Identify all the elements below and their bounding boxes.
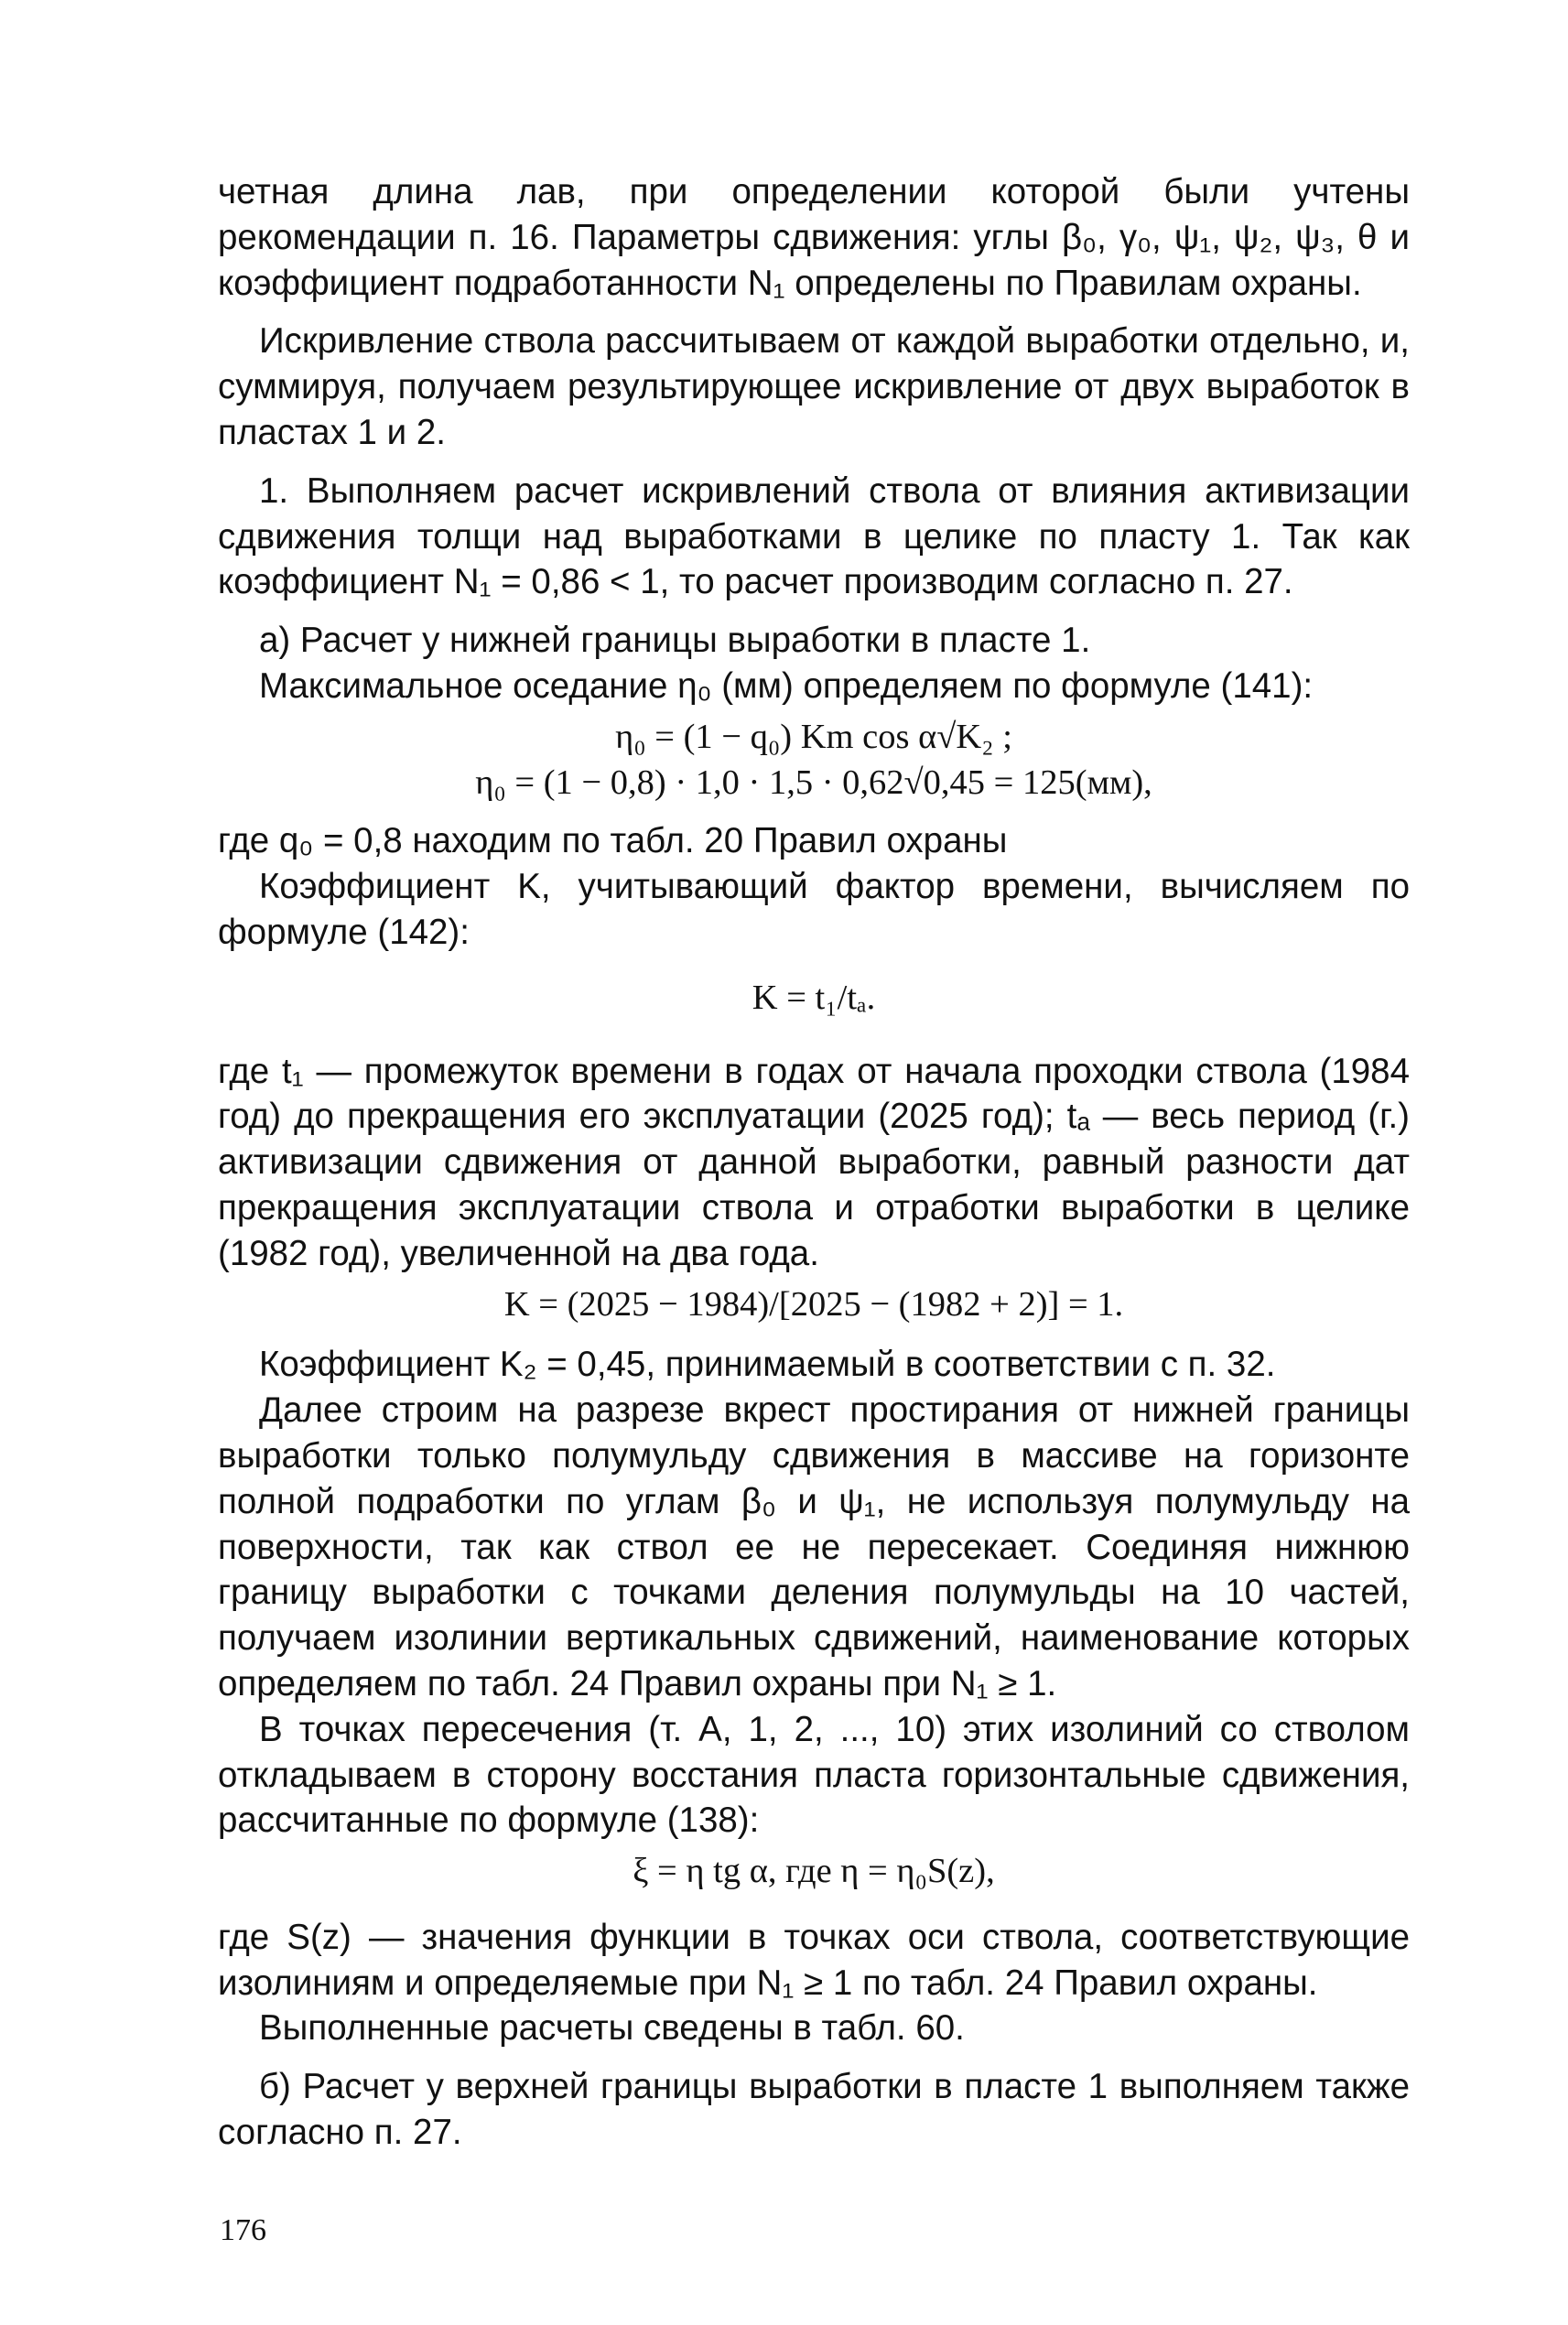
equation-141-values: η₀ = (1 − 0,8) · 1,0 · 1,5 · 0,62√0,45 = 125(мм), xyxy=(475,762,1152,802)
equation-138: ξ = η tg α, где η = η₀S(z), xyxy=(633,1852,995,1891)
paragraph-curvature: Искривление ствола рассчитываем от каждой выработки отдельно, и, суммируя, получаем результирующее искривление от двух выработок в пластах 1 и 2. xyxy=(218,321,1410,452)
paragraph-step-1: 1. Выполняем расчет искривлений ствола от влияния активизации сдвижения толщи над выработками в целике по пласту 1. Так как коэффициент N₁ = 0,86 < 1, то расчет производим согласно п. 27. xyxy=(218,470,1410,602)
paragraph-lower-boundary: а) Расчет у нижней границы выработки в пласте 1. xyxy=(259,621,1091,661)
text-column xyxy=(218,169,1410,2156)
paragraph-time-definitions: где t₁ — промежуток времени в годах от начала проходки ствола (1984 год) до прекращения его эксплуатации (2025 год); tₐ — весь период (г.) активизации сдвижения от данной выработки, равный разности дат прекращения эксплуатации ствола и отработки выработки в целике (1982 год), увеличенной на два года. xyxy=(218,1051,1410,1273)
paragraph-parameters: четная длина лав, при определении которой были учтены рекомендации п. 16. Параметры сдвижения: углы β₀, γ₀, ψ₁, ψ₂, ψ₃, θ и коэффициент подработанности N₁ определены по Правилам охраны. xyxy=(218,172,1410,303)
paragraph-time-factor: Коэффициент K, учитывающий фактор времени, вычисляем по формуле (142): xyxy=(218,867,1410,952)
paragraph-max-subsidence: Максимальное оседание η₀ (мм) определяем по формуле (141): xyxy=(259,665,1314,706)
paragraph-intersection-points: В точках пересечения (т. А, 1, 2, ..., 10) этих изолиний со стволом откладываем в сторону восстания пласта горизонтальные сдвижения, рассчитанные по формуле (138): xyxy=(218,1709,1410,1841)
paragraph-k2: Коэффициент K₂ = 0,45, принимаемый в соответствии с п. 32. xyxy=(259,1345,1276,1385)
paragraph-upper-boundary: б) Расчет у верхней границы выработки в пласте 1 выполняем также согласно п. 27. xyxy=(218,2067,1410,2153)
paragraph-half-trough: Далее строим на разрезе вкрест простирания от нижней границы выработки только полумульду сдвижения в массиве на горизонте полной подработки по углам β₀ и ψ₁, не используя полумульду на поверхности, так как ствол ее не пересекает. Соединяя нижнюю границу выработки с точками деления полумульды на 10 частей, получаем изолинии вертикальных сдвижений, наименование которых определяем по табл. 24 Правил охраны при N₁ ≥ 1. xyxy=(218,1390,1410,1703)
equation-142: K = t₁/tₐ. xyxy=(752,978,876,1017)
paragraph-q0: где q₀ = 0,8 находим по табл. 20 Правил охраны xyxy=(218,821,1008,861)
page-number: 176 xyxy=(220,2213,266,2247)
paragraph-s-function: где S(z) — значения функции в точках оси ствола, соответствующие изолиниям и определяемые при N₁ ≥ 1 по табл. 24 Правил охраны. xyxy=(218,1917,1410,2003)
equation-k-value: K = (2025 − 1984)/[2025 − (1982 + 2)] = 1. xyxy=(503,1284,1124,1324)
equation-141: η₀ = (1 − q₀) Km cos α√K₂ ; xyxy=(615,717,1012,756)
paragraph-table-60: Выполненные расчеты сведены в табл. 60. xyxy=(259,2008,965,2049)
